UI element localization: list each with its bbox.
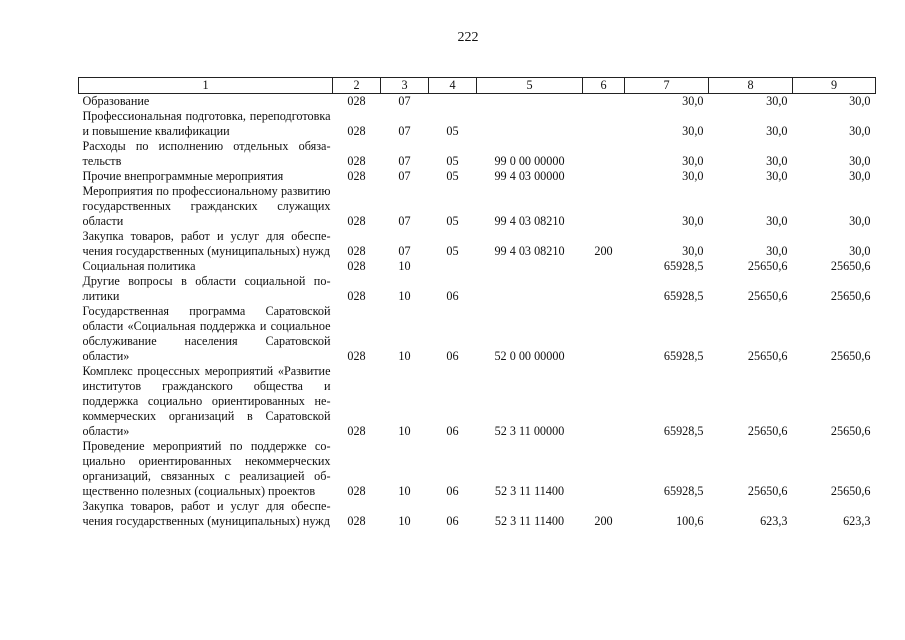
amount-col-8: 25650,6 (747, 424, 788, 438)
amount-col-7: 65928,5 (663, 259, 704, 273)
code-ministry: 028 (347, 94, 366, 108)
code-expense-type (583, 364, 625, 439)
table-row (79, 304, 876, 364)
code-subsection: 06 (446, 289, 459, 303)
code-section: 07 (398, 154, 411, 168)
code-expense-type (583, 94, 625, 110)
row-name: Закупка товаров, работ и услуг для обеспечения государственных (муниципальных) нужд (82, 229, 331, 258)
amount-col-8: 30,0 (766, 94, 788, 108)
column-header: 9 (793, 78, 876, 94)
amount-col-9: 25650,6 (830, 289, 871, 303)
amount-col-8: 25650,6 (747, 289, 788, 303)
code-target-article: 52 3 11 00000 (494, 424, 565, 438)
code-target-article: 52 3 11 11400 (494, 514, 565, 528)
row-name: Комплекс процессных мероприятий «Развитие институтов гражданского общества и поддержка социально ориентированных некоммерческих организаций в Саратовской области» (82, 364, 331, 438)
code-section: 10 (398, 289, 411, 303)
code-subsection: 05 (446, 169, 459, 183)
amount-col-9: 30,0 (849, 169, 871, 183)
row-name: Закупка товаров, работ и услуг для обеспечения государственных (муниципальных) нужд (82, 499, 331, 528)
code-expense-type (583, 109, 625, 139)
amount-col-9: 25650,6 (830, 349, 871, 363)
code-section: 07 (398, 94, 411, 108)
amount-col-8: 30,0 (766, 124, 788, 138)
amount-col-9: 30,0 (849, 154, 871, 168)
code-target-article: 99 0 00 00000 (494, 154, 565, 168)
code-target-article: 99 4 03 08210 (494, 214, 565, 228)
amount-col-7: 30,0 (682, 214, 704, 228)
amount-col-8: 25650,6 (747, 484, 788, 498)
code-target-article: 52 3 11 11400 (494, 484, 565, 498)
row-name: Государственная программа Саратовской области «Социальная поддержка и социальное обслуживание населения Саратовской области» (82, 304, 331, 363)
code-ministry: 028 (347, 214, 366, 228)
amount-col-9: 30,0 (849, 124, 871, 138)
column-header: 2 (333, 78, 381, 94)
table-row (79, 139, 876, 169)
table-row (79, 439, 876, 499)
code-expense-type: 200 (594, 244, 613, 258)
amount-col-7: 65928,5 (663, 289, 704, 303)
code-section: 07 (398, 124, 411, 138)
code-section: 07 (398, 244, 411, 258)
column-header: 4 (429, 78, 477, 94)
amount-col-9: 30,0 (849, 214, 871, 228)
amount-col-7: 30,0 (682, 94, 704, 108)
code-expense-type (583, 169, 625, 184)
column-header: 3 (381, 78, 429, 94)
code-section: 10 (398, 484, 411, 498)
amount-col-9: 623,3 (843, 514, 871, 528)
row-name: Профессиональная подготовка, переподготовка и повышение квалификации (82, 109, 331, 138)
page-number: 222 (457, 30, 479, 45)
code-target-article: 99 4 03 00000 (494, 169, 565, 183)
code-target-article (477, 274, 583, 304)
amount-col-9: 30,0 (849, 94, 871, 108)
code-target-article (477, 94, 583, 110)
code-expense-type (583, 274, 625, 304)
code-ministry: 028 (347, 484, 366, 498)
amount-col-8: 30,0 (766, 244, 788, 258)
code-subsection: 05 (446, 244, 459, 258)
code-subsection: 06 (446, 514, 459, 528)
budget-table (78, 77, 876, 529)
code-expense-type (583, 139, 625, 169)
row-name: Другие вопросы в области социальной политики (82, 274, 331, 303)
code-expense-type (583, 184, 625, 229)
table-row (79, 259, 876, 274)
amount-col-7: 65928,5 (663, 424, 704, 438)
amount-col-9: 30,0 (849, 244, 871, 258)
code-target-article (477, 259, 583, 274)
code-ministry: 028 (347, 244, 366, 258)
row-name: Мероприятия по профессиональному развитию государственных гражданских служащих области (82, 184, 331, 228)
table-row (79, 184, 876, 229)
code-section: 07 (398, 169, 411, 183)
amount-col-8: 30,0 (766, 214, 788, 228)
code-expense-type (583, 259, 625, 274)
code-subsection: 06 (446, 424, 459, 438)
code-subsection: 05 (446, 214, 459, 228)
table-body (79, 94, 876, 530)
column-header: 6 (583, 78, 625, 94)
table-row (79, 94, 876, 110)
code-expense-type: 200 (594, 514, 613, 528)
code-subsection (429, 259, 477, 274)
table-row (79, 364, 876, 439)
code-target-article (477, 109, 583, 139)
code-subsection: 05 (446, 154, 459, 168)
code-subsection: 05 (446, 124, 459, 138)
row-name: Проведение мероприятий по поддержке социально ориентированных некоммерческих организаций, связанных с реализацией общественно полезных (социальных) проектов (82, 439, 331, 498)
amount-col-7: 30,0 (682, 169, 704, 183)
code-ministry: 028 (347, 169, 366, 183)
code-target-article: 99 4 03 08210 (494, 244, 565, 258)
column-header: 1 (79, 78, 333, 94)
amount-col-7: 100,6 (676, 514, 704, 528)
table-row (79, 499, 876, 529)
amount-col-9: 25650,6 (830, 484, 871, 498)
table-row (79, 229, 876, 259)
code-ministry: 028 (347, 349, 366, 363)
code-ministry: 028 (347, 289, 366, 303)
table-row (79, 109, 876, 139)
code-section: 10 (398, 349, 411, 363)
amount-col-9: 25650,6 (830, 424, 871, 438)
code-expense-type (583, 304, 625, 364)
amount-col-8: 25650,6 (747, 349, 788, 363)
column-header: 8 (709, 78, 793, 94)
code-expense-type (583, 439, 625, 499)
amount-col-7: 65928,5 (663, 349, 704, 363)
row-name: Социальная политика (82, 259, 196, 273)
amount-col-7: 65928,5 (663, 484, 704, 498)
code-target-article: 52 0 00 00000 (494, 349, 565, 363)
amount-col-9: 25650,6 (830, 259, 871, 273)
table-header-row (79, 78, 876, 94)
code-ministry: 028 (347, 154, 366, 168)
code-subsection (429, 94, 477, 110)
code-subsection: 06 (446, 484, 459, 498)
table-row (79, 274, 876, 304)
amount-col-7: 30,0 (682, 154, 704, 168)
code-subsection: 06 (446, 349, 459, 363)
column-header: 5 (477, 78, 583, 94)
amount-col-8: 25650,6 (747, 259, 788, 273)
code-ministry: 028 (347, 514, 366, 528)
code-section: 10 (398, 514, 411, 528)
column-header: 7 (625, 78, 709, 94)
amount-col-8: 30,0 (766, 154, 788, 168)
code-ministry: 028 (347, 424, 366, 438)
code-section: 10 (398, 259, 411, 273)
amount-col-8: 30,0 (766, 169, 788, 183)
amount-col-7: 30,0 (682, 244, 704, 258)
row-name: Образование (82, 94, 150, 108)
amount-col-8: 623,3 (760, 514, 788, 528)
code-ministry: 028 (347, 259, 366, 273)
row-name: Расходы по исполнению отдельных обязательств (82, 139, 331, 168)
row-name: Прочие внепрограммные мероприятия (82, 169, 284, 183)
code-section: 07 (398, 214, 411, 228)
table-row (79, 169, 876, 184)
code-section: 10 (398, 424, 411, 438)
code-ministry: 028 (347, 124, 366, 138)
amount-col-7: 30,0 (682, 124, 704, 138)
